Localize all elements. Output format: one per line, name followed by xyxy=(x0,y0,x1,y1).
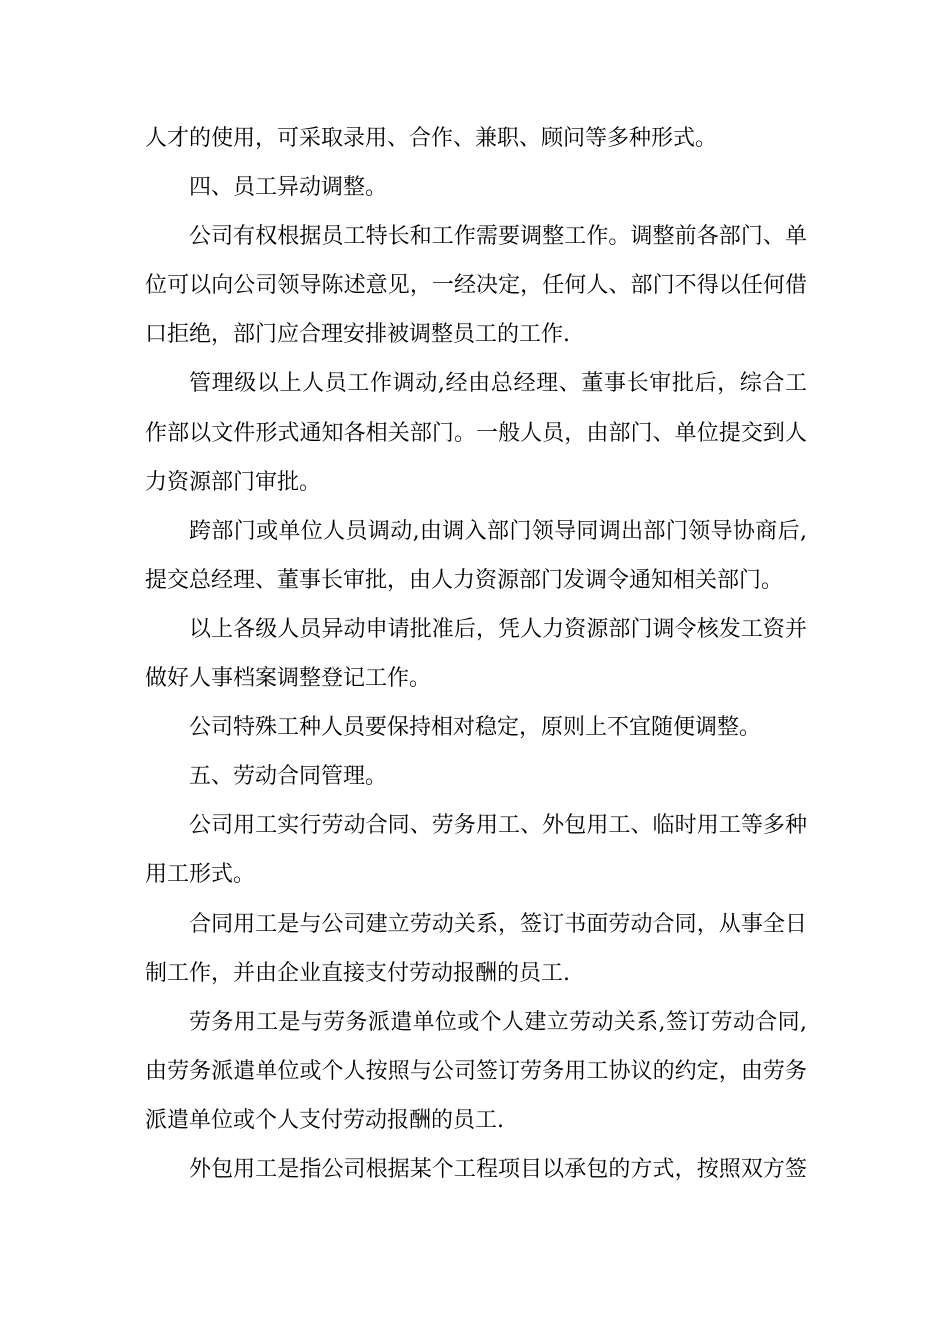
text-line: 人才的使用，可采取录用、合作、兼职、顾问等多种形式。 xyxy=(145,126,718,151)
text-line: 公司有权根据员工特长和工作需要调整工作。调整前各部门、单 xyxy=(189,224,807,250)
text-line: 位可以向公司领导陈述意见，一经决定，任何人、部门不得以任何借 xyxy=(145,273,807,299)
text-line: 合同用工是与公司建立劳动关系，签订书面劳动合同，从事全日 xyxy=(189,911,807,937)
text-line: 口拒绝，部门应合理安排被调整员工的工作. xyxy=(145,322,570,348)
text-line: 以上各级人员异动申请批准后，凭人力资源部门调令核发工资并 xyxy=(189,616,807,642)
text-line: 提交总经理、董事长审批，由人力资源部门发调令通知相关部门。 xyxy=(145,567,784,593)
text-line: 劳务用工是与劳务派遣单位或个人建立劳动关系,签订劳动合同, xyxy=(189,1009,807,1035)
text-line: 五、劳动合同管理。 xyxy=(189,764,388,790)
text-line: 制工作，并由企业直接支付劳动报酬的员工. xyxy=(145,960,570,986)
text-line: 派遣单位或个人支付劳动报酬的员工. xyxy=(145,1107,504,1133)
text-line: 公司特殊工种人员要保持相对稳定，原则上不宜随便调整。 xyxy=(189,715,762,741)
text-line: 管理级以上人员工作调动,经由总经理、董事长审批后，综合工 xyxy=(189,371,807,397)
text-line: 用工形式。 xyxy=(145,862,256,888)
text-line: 由劳务派遣单位或个人按照与公司签订劳务用工协议的约定，由劳务 xyxy=(145,1058,807,1084)
text-line: 公司用工实行劳动合同、劳务用工、外包用工、临时用工等多种 xyxy=(189,813,807,839)
text-line: 四、员工异动调整。 xyxy=(189,175,388,201)
text-line: 作部以文件形式通知各相关部门。一般人员，由部门、单位提交到人 xyxy=(145,420,807,446)
text-line: 力资源部门审批。 xyxy=(145,469,322,495)
document-body xyxy=(145,114,807,1194)
text-line: 做好人事档案调整登记工作。 xyxy=(145,666,432,692)
text-line: 外包用工是指公司根据某个工程项目以承包的方式，按照双方签 xyxy=(189,1156,807,1182)
text-line: 跨部门或单位人员调动,由调入部门领导同调出部门领导协商后, xyxy=(189,518,807,544)
